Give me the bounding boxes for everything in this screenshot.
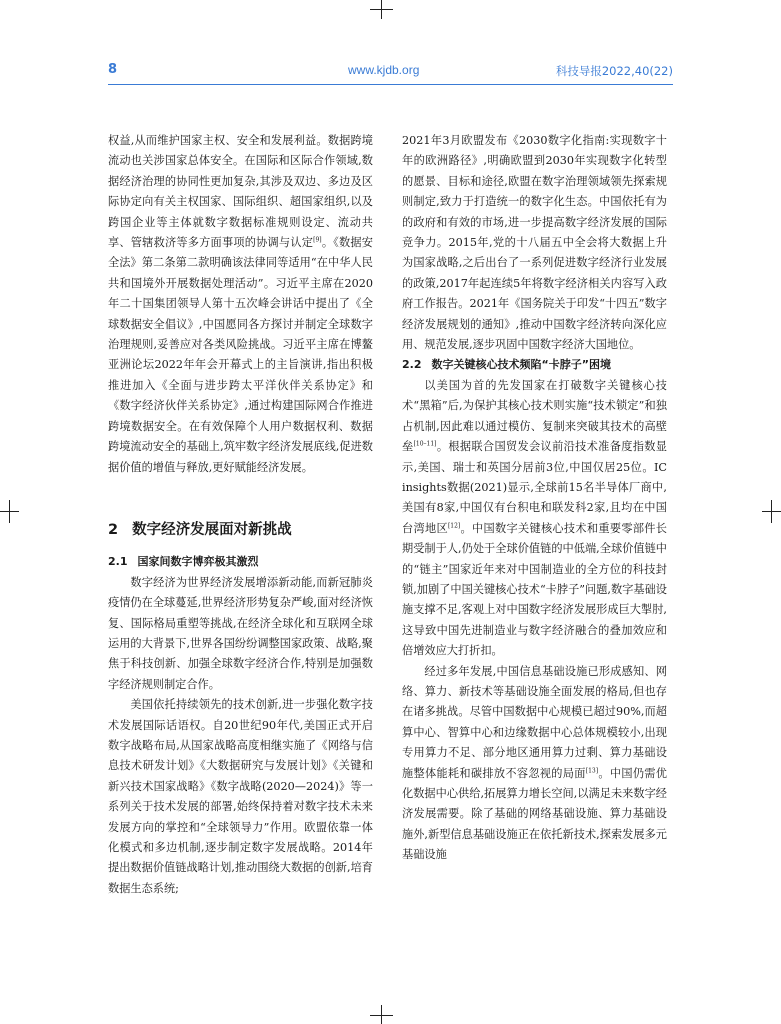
citation: [10–11] <box>413 440 437 448</box>
citation: [9] <box>313 236 322 244</box>
right-column <box>402 131 667 866</box>
citation: [12] <box>447 521 461 529</box>
subsection-title: 数字关键核心技术频陷“卡脖子”困境 <box>431 358 611 372</box>
citation: [13] <box>585 766 599 774</box>
section-heading <box>108 520 373 540</box>
crop-mark-bottom-horizontal <box>370 1015 393 1016</box>
subsection-heading <box>402 355 667 375</box>
paragraph: 美国依托持续领先的技术创新,进一步强化数字技术发展国际话语权。自20世纪90年代,美国正式开启数字战略布局,从国家战略高度相继实施了《网络与信息技术研发计划》《大数据研究与发展计划》《关键和新兴技术国家战略》《数字战略(2020—2024)》等一系列关于技术发展的部署,始终保持着对数字技术未来发展方向的掌控和“全球领导力”作用。欧盟依靠一体化模式和多边机制,逐步制定数字发展战略。2014年提出数据价值链战略计划,推动围绕大数据的创新,培育数据生态系统; <box>108 698 373 895</box>
crop-mark-left-vertical <box>9 500 10 523</box>
paragraph: 2021年3月欧盟发布《2030数字化指南:实现数字十年的欧洲路径》,明确欧盟到2030年实现数字化转型的愿景、目标和途径,欧盟在数字治理领域领先探索规则制定,致力于打造统一的数字化生态。中国依托有为的政府和有效的市场,进一步提高数字经济发展的国际竞争力。2015年,党的十八届五中全会将大数据上升为国家战略,之后出台了一系列促进数字经济行业发展的政策,2017年起连续5年将数字经济相关内容写入政府工作报告。2021年《国务院关于印发“十四五”数字经济发展规划的通知》,推动中国数字经济转向深化应用、规范发展,逐步巩固中国数字经济大国地位。 <box>402 134 667 352</box>
crop-mark-top-horizontal <box>370 9 393 10</box>
page-number: 8 <box>108 62 118 77</box>
running-header <box>108 62 673 82</box>
header-rule <box>108 84 673 85</box>
section-number: 2 <box>108 521 119 538</box>
subsection-number: 2.2 <box>402 358 422 372</box>
subsection-title: 国家间数字博弈极其激烈 <box>137 555 259 569</box>
section-title: 数字经济发展面对新挑战 <box>132 521 292 538</box>
subsection-number: 2.1 <box>108 555 128 569</box>
paragraph: 经过多年发展,中国信息基础设施已形成感知、网络、算力、新技术等基础设施全面发展的格局,但也存在诸多挑战。尽管中国数据中心规模已超过90%,而超算中心、智算中心和边缘数据中心总体规模较小,出现专用算力不足、部分地区通用算力过剩、算力基础设施整体能耗和碳排放不容忽视的局面[13]。中国仍需优化数据中心供给,拓展算力增长空间,以满足未来数字经济发展需要。除了基础的网络基础设施、算力基础设施外,新型信息基础设施正在依托新技术,探索发展多元基础设施 <box>402 664 667 862</box>
paragraph: 权益,从而维护国家主权、安全和发展利益。数据跨境流动也关涉国家总体安全。在国际和区际合作领域,数据经济治理的协同性更加复杂,其涉及双边、多边及区际协定向有关主权国家、国际组织、超国家组织,以及跨国企业等主体就数字数据标准规则设定、流动共享、管辖救济等多方面事项的协调与认定[9]。《数据安全法》第二条第二款明确该法律同等适用“在中华人民共和国境外开展数据处理活动”。习近平主席在2020年二十国集团领导人第十五次峰会讲话中提出了《全球数据安全倡议》,中国愿同各方探讨并制定全球数字治理规则,妥善应对各类风险挑战。习近平主席在博鳌亚洲论坛2022年年会开幕式上的主旨演讲,指出积极推进加入《全面与进步跨太平洋伙伴关系协定》和《数字经济伙伴关系协定》,通过构建国际网合作推进跨境数据安全。在有效保障个人用户数据权利、数据跨境流动安全的基础上,筑牢数字经济发展底线,促进数据价值的增值与释放,更好赋能经济发展。 <box>108 134 373 474</box>
paragraph: 数字经济为世界经济发展增添新动能,而新冠肺炎疫情仍在全球蔓延,世界经济形势复杂严峻,面对经济恢复、国际格局重塑等挑战,在经济全球化和互联网全球运用的大背景下,世界各国纷纷调整国家政策、战略,聚焦于科技创新、加强全球数字经济合作,特别是加强数字经济规则制定合作。 <box>108 575 373 691</box>
subsection-heading <box>108 552 373 572</box>
journal-website: www.kjdb.org <box>348 63 420 77</box>
journal-citation: 科技导报2022,40(22) <box>555 64 673 78</box>
crop-mark-right-vertical <box>771 500 772 523</box>
paragraph: 以美国为首的先发国家在打破数字关键核心技术“黑箱”后,为保护其核心技术则实施“技术锁定”和独占机制,因此难以通过模仿、复制来突破其技术的高壁垒[10–11]。根据联合国贸发会议前沿技术准备度指数显示,美国、瑞士和英国分居前3位,中国仅居25位。IC insights数据(2021)显示,全球前15名半导体厂商中,美国有8家,中国仅有台积电和联发科2家,且均在中国台湾地区[12]。中国数字关键核心技术和重要零部件长期受制于人,仍处于全球价值链的中低端,全球价值链中的“链主”国家近年来对中国制造业的全方位的科技封锁,加剧了中国关键核心技术“卡脖子”问题,数字基础设施支撑不足,客观上对中国数字经济发展形成巨大掣肘,这导致中国先进制造业与数字经济融合的叠加效应和倍增效应大打折扣。 <box>402 378 667 658</box>
left-column <box>108 131 373 899</box>
